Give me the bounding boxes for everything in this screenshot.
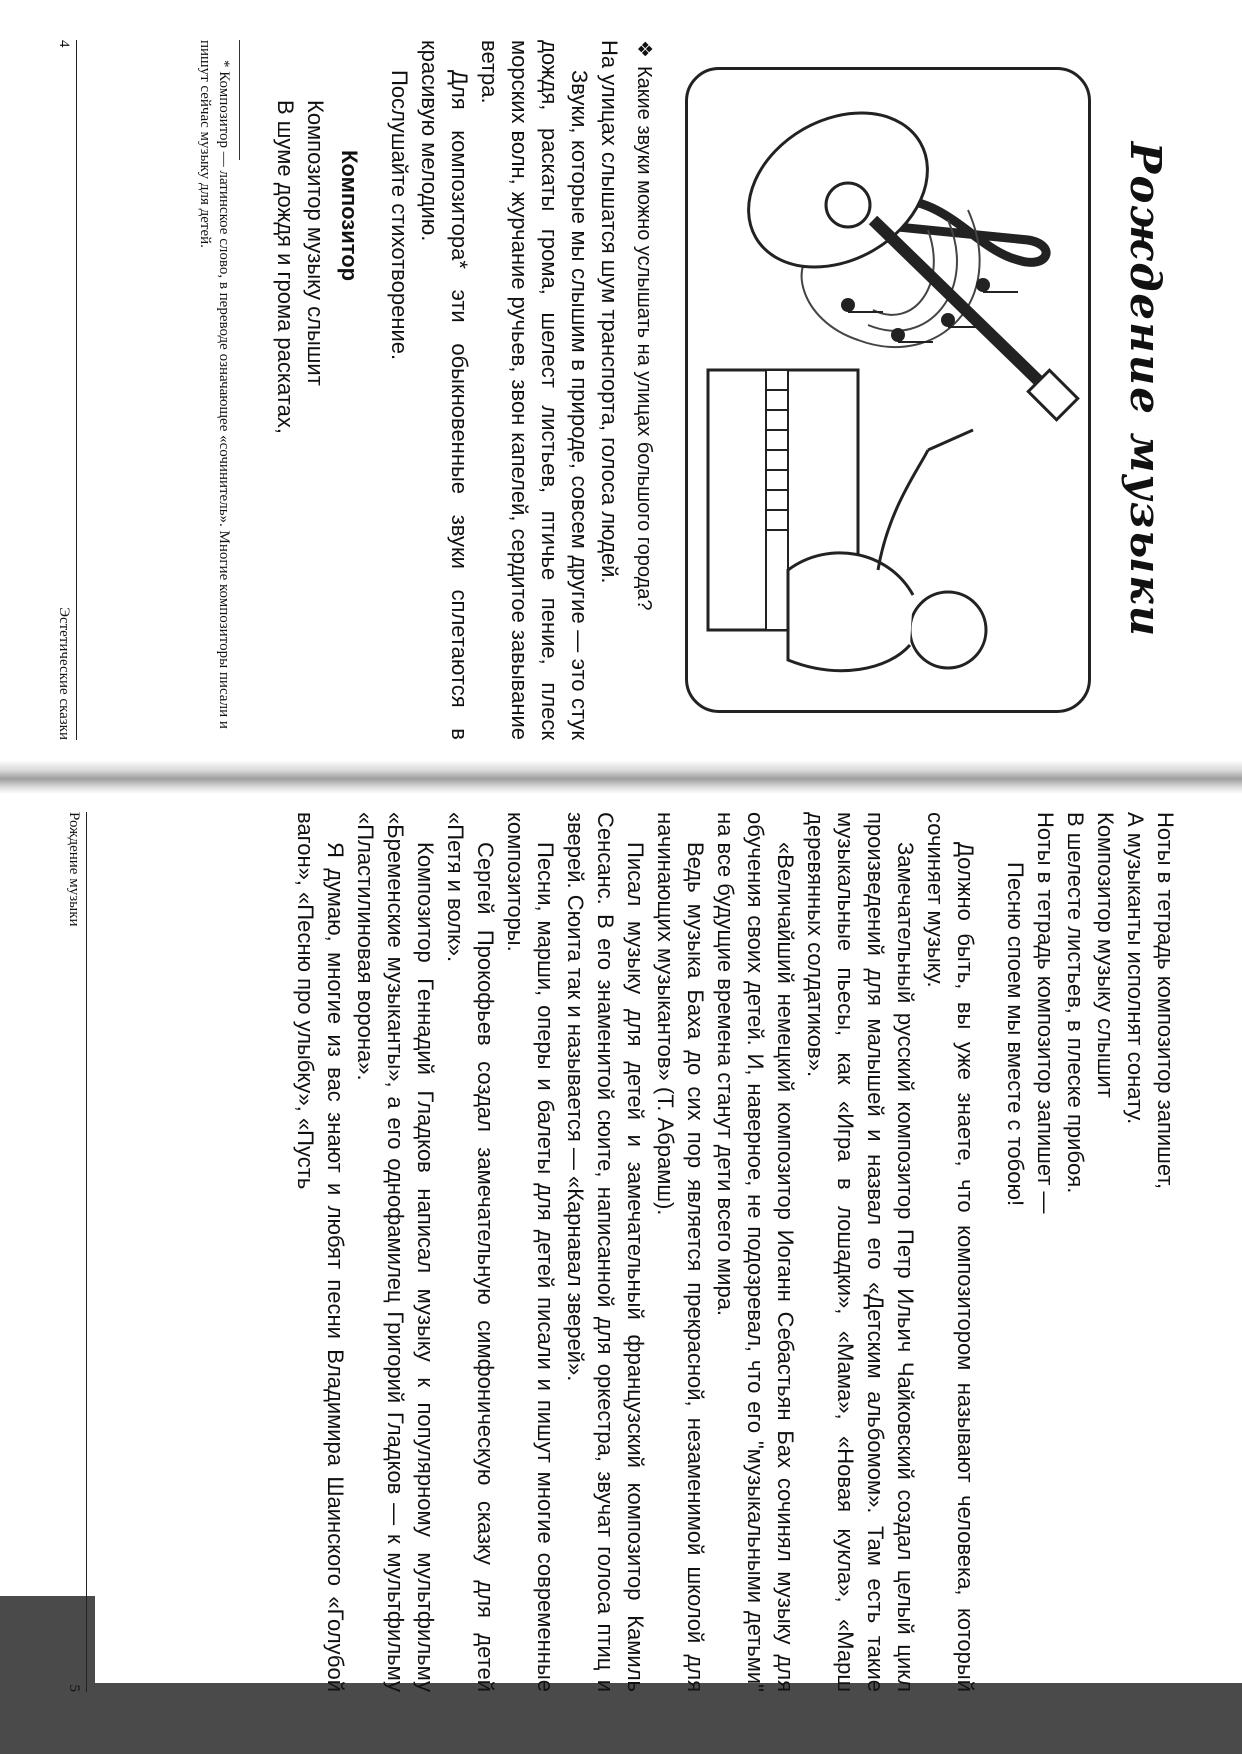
- paragraph: Песни, марши, оперы и балеты для детей писали и пишут многие современные композиторы.: [503, 812, 558, 1692]
- poem-line: Композитор музыку слышит: [1093, 812, 1118, 1098]
- page-number: 5: [66, 1684, 82, 1692]
- page-number: 4: [56, 40, 72, 48]
- paragraph: Послушайте стихотворение.: [387, 70, 412, 361]
- paragraph: Звуки, которые мы слышим в природе, совсем другие — это стук дождя, раскаты грома, шелест листьев, птичье пение, плеск морских волн, журчание ручьев, звон капелей, сердитое завывание ветра.: [477, 40, 592, 740]
- poem-line: А музыканты исполнят сонату.: [1123, 812, 1148, 1125]
- book-gutter: [0, 760, 1242, 794]
- poem-line: Песню споем мы вместе с тобою!: [1003, 862, 1028, 1207]
- running-title: Эстетические сказки: [56, 607, 72, 740]
- paragraph: Сергей Прокофьев создал замечательную симфоническую сказку для детей «Петя и волк».: [443, 812, 498, 1692]
- page-footer: [60, 812, 87, 1692]
- question-text: ❖Какие звуки можно услышать на улицах большого города?: [633, 40, 655, 611]
- poem-stanza: [1000, 812, 1180, 1692]
- paragraph: Композитор Геннадий Гладков написал музыку к популярному мультфильму «Бременские музыканты», а его однофамилец Григорий Гладков — к мультфильму «Пластилиновая ворона».: [353, 812, 438, 1692]
- poem-line: Ноты в тетрадь композитор запишет,: [1153, 812, 1178, 1190]
- paragraph: Писал музыку для детей и замечательный французский композитор Камиль Сенсанс. В его знаменитой сюите, написанной для оркестра, звучат голоса птиц и зверей. Сюита так и называется — «Карнавал зверей».: [563, 812, 648, 1692]
- poem-line: В шуме дождя и грома раскатах,: [273, 100, 298, 434]
- paragraph: «Величайший немецкий композитор Иоганн Себастьян Бах сочинял музыку для обучения своих детей. И, наверное, не подозревал, что его "музыкальными детьми" на все будущие времена станут дети всего мира.: [713, 812, 798, 1692]
- poem-title: Композитор: [337, 150, 362, 282]
- poem-line: В шелесте листьев, в плеске прибоя.: [1063, 812, 1088, 1194]
- composer-illustration-icon: [688, 70, 1088, 710]
- running-title: Рождение музыки: [66, 812, 82, 927]
- paragraph: Ведь музыка Баха до сих пор является прекрасной, незаменимой школой для начинающих музыкантов» (Т. Абрамш).: [653, 812, 708, 1692]
- table-background: [0, 1683, 1242, 1754]
- footnote-divider: [239, 40, 240, 160]
- page-right: [60, 812, 1180, 1692]
- paragraph: Для композитора* эти обыкновенные звуки сплетаются в красивую мелодию.: [417, 40, 472, 740]
- poem-line: Ноты в тетрадь композитор запишет —: [1033, 812, 1058, 1214]
- poem-line: Композитор музыку слышит: [303, 100, 328, 386]
- paragraph: Должно быть, вы уже знаете, что композитором называют человека, который сочиняет музыку.: [923, 812, 978, 1692]
- footnote: * Композитор — латинское слово, в переводе означающее «сочинитель». Многие композиторы писали и пишут сейчас музыку для детей.: [197, 40, 232, 729]
- page-title: Рождение музыки: [1121, 141, 1170, 639]
- bullet-icon: ❖: [633, 40, 655, 58]
- illustration-composer: [685, 67, 1091, 713]
- page-footer: [50, 40, 77, 740]
- paragraph: Замечательный русский композитор Петр Ильич Чайковский создал целый цикл произведений для малышей и назвал его «Детским альбомом». Там есть такие музыкальные пьесы, как «Игра в лошадки», «Мама», «Новая кукла», «Марш деревянных солдатиков».: [803, 812, 918, 1692]
- page-left: [50, 40, 1170, 740]
- paragraph: Я думаю, многие из вас знают и любят песни Владимира Шаинского «Голубой вагон», «Песню про улыбку», «Пусть: [293, 812, 348, 1692]
- paragraph: На улицах слышатся шум транспорта, голоса людей.: [597, 40, 622, 584]
